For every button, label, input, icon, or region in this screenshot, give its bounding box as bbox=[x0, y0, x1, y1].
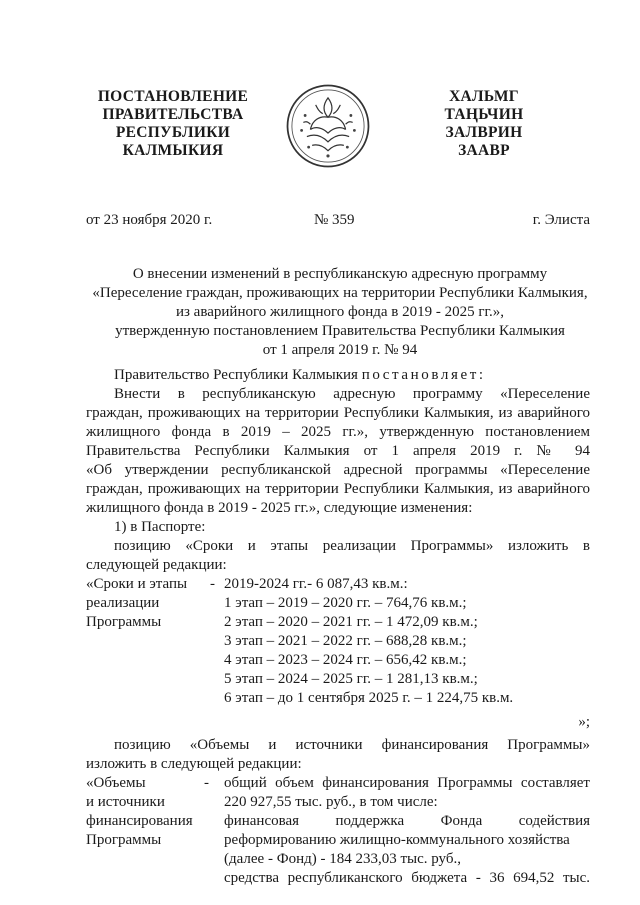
terms-label-line: Программы bbox=[86, 614, 162, 630]
terms-value: 3 этап – 2021 – 2022 гг. – 688,28 кв.м.; bbox=[224, 633, 467, 649]
header-right-line: ЗАЛВРИН bbox=[445, 124, 523, 141]
title-line: из аварийного жилищного фонда в 2019 - 2025 гг.», bbox=[175, 304, 504, 320]
header-left-line: РЕСПУБЛИКИ bbox=[115, 124, 231, 141]
para-line: «Об утверждении республиканской адресной программы «Переселение bbox=[86, 462, 590, 478]
position-volume-line: позицию «Объемы и источники финансирования Программы» bbox=[114, 737, 590, 753]
volume-dash: - bbox=[204, 775, 209, 791]
document-meta bbox=[86, 212, 590, 230]
volume-value: общий объем финансирования Программы составляет bbox=[224, 775, 590, 791]
title-line: «Переселение граждан, проживающих на территории Республики Калмыкия, bbox=[92, 285, 588, 301]
resolves-prefix: Правительство Республики Калмыкия bbox=[114, 367, 358, 383]
terms-label-line: «Сроки и этапы bbox=[86, 576, 188, 592]
resolves-word: постановляет: bbox=[361, 367, 486, 383]
para-line: Правительства Республики Калмыкия от 1 апреля 2019 г. № 94 bbox=[86, 443, 590, 459]
volume-value: средства республиканского бюджета - 36 694,52 тыс. bbox=[224, 870, 590, 886]
terms-value: 4 этап – 2023 – 2024 гг. – 656,42 кв.м.; bbox=[224, 652, 467, 668]
para-line: граждан, проживающих на территории Республики Калмыкия, из аварийного bbox=[86, 481, 590, 497]
resolves-line bbox=[86, 366, 590, 385]
volume-label-line: «Объемы bbox=[86, 775, 146, 791]
title-line: утвержденную постановлением Правительства Республики Калмыкия bbox=[115, 323, 565, 339]
terms-value: 2019-2024 гг.- 6 087,43 кв.м.: bbox=[224, 576, 408, 592]
para-line: граждан, проживающих на территории Республики Калмыкия, из аварийного bbox=[86, 405, 590, 421]
volume-value: (далее - Фонд) - 184 233,03 тыс. руб., bbox=[224, 851, 461, 867]
header-right-line: ТАҢЬЧИН bbox=[444, 106, 524, 123]
header-left-line: ПРАВИТЕЛЬСТВА bbox=[102, 106, 244, 123]
header-left-title bbox=[88, 88, 258, 160]
header-right-line: ХАЛЬМГ bbox=[449, 88, 519, 105]
volume-value: реформированию жилищно-коммунального хозяйства bbox=[224, 832, 570, 848]
para-line: Внести в республиканскую адресную программу «Переселение bbox=[114, 386, 590, 402]
position-terms-line: позицию «Сроки и этапы реализации Программы» изложить в bbox=[114, 538, 590, 554]
document-city: г. Элиста bbox=[532, 212, 590, 228]
title-line: от 1 апреля 2019 г. № 94 bbox=[262, 342, 418, 358]
volume-value: 220 927,55 тыс. руб., в том числе: bbox=[224, 794, 438, 810]
position-terms-line: следующей редакции: bbox=[86, 557, 227, 573]
volume-table bbox=[86, 774, 590, 888]
header-right-title bbox=[424, 88, 544, 160]
closing-quote: »; bbox=[578, 714, 590, 730]
document-date: от 23 ноября 2020 г. bbox=[86, 212, 213, 228]
header-right-line: ЗААВР bbox=[458, 142, 510, 159]
header-left-line: ПОСТАНОВЛЕНИЕ bbox=[97, 88, 249, 105]
document-body bbox=[86, 366, 590, 888]
terms-value: 5 этап – 2024 – 2025 гг. – 1 281,13 кв.м.; bbox=[224, 671, 478, 687]
volume-value: финансовая поддержка Фонда содействия bbox=[224, 813, 590, 829]
volume-label-line: финансирования bbox=[86, 813, 193, 829]
item-passport: 1) в Паспорте: bbox=[114, 519, 206, 535]
para-line: жилищного фонда в 2019 - 2025 гг.», следующие изменения: bbox=[86, 500, 473, 516]
document-number: № 359 bbox=[314, 212, 355, 228]
terms-value: 1 этап – 2019 – 2020 гг. – 764,76 кв.м.; bbox=[224, 595, 467, 611]
terms-value: 2 этап – 2020 – 2021 гг. – 1 472,09 кв.м.; bbox=[224, 614, 478, 630]
document-title bbox=[60, 265, 620, 360]
terms-label-line: реализации bbox=[86, 595, 160, 611]
terms-table bbox=[86, 575, 590, 708]
title-line: О внесении изменений в республиканскую адресную программу bbox=[132, 266, 548, 282]
position-volume-line: изложить в следующей редакции: bbox=[86, 756, 302, 772]
kalmykia-coat-of-arms-icon bbox=[284, 82, 372, 170]
volume-label-line: и источники bbox=[86, 794, 165, 810]
para-line: жилищного фонда в 2019 – 2025 гг.», утвержденную постановлением bbox=[86, 424, 590, 440]
terms-dash: - bbox=[210, 576, 215, 592]
header-left-line: КАЛМЫКИЯ bbox=[122, 142, 224, 159]
volume-label-line: Программы bbox=[86, 832, 162, 848]
terms-value: 6 этап – до 1 сентября 2025 г. – 1 224,75 кв.м. bbox=[224, 690, 514, 706]
